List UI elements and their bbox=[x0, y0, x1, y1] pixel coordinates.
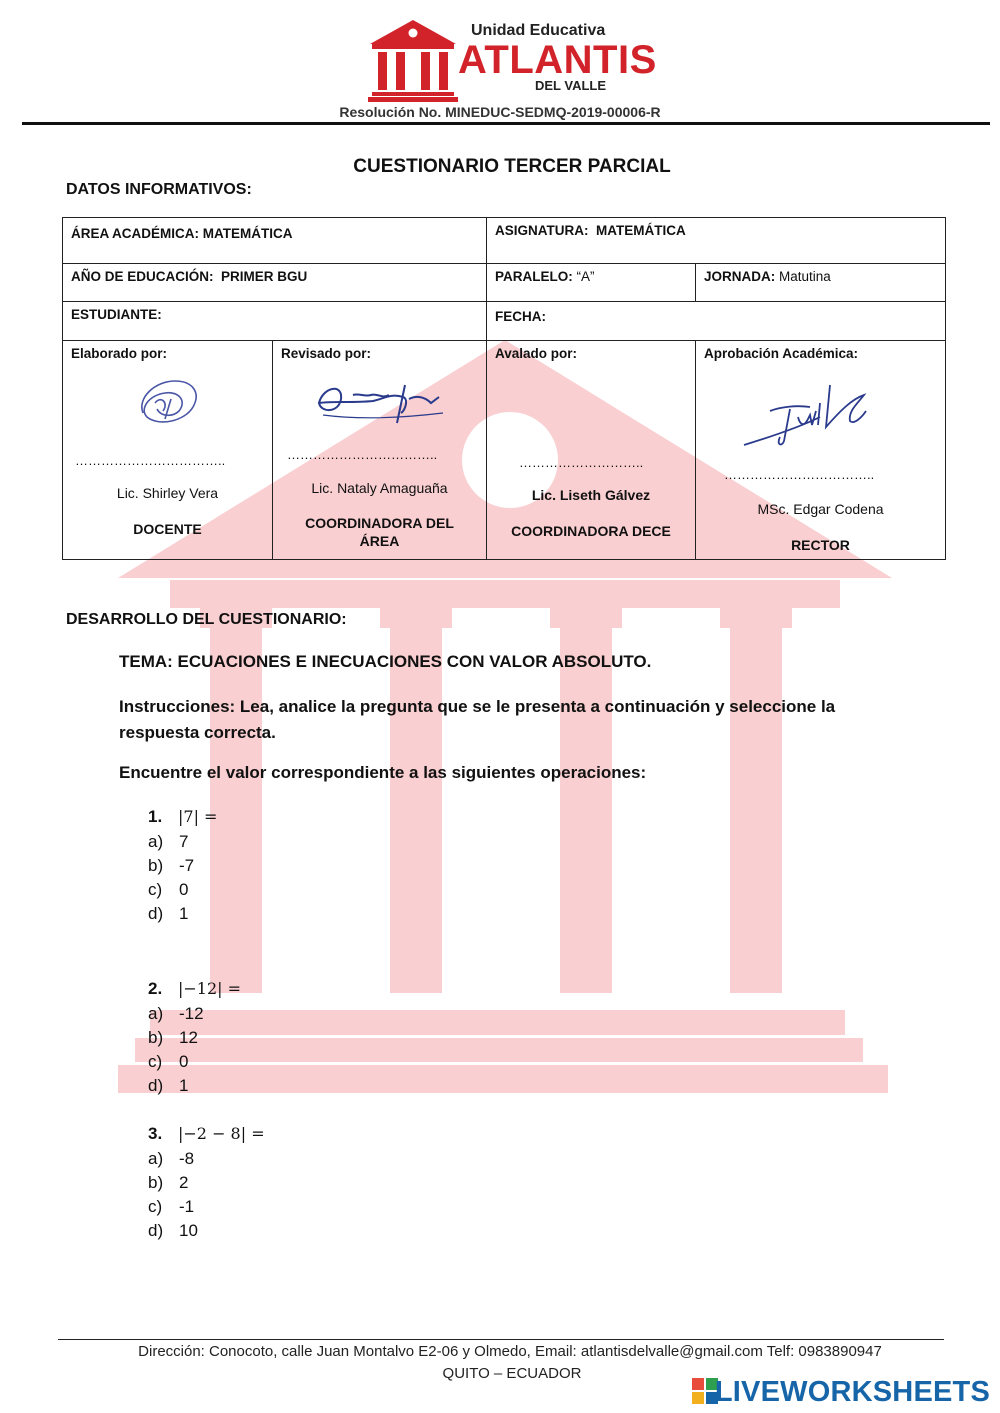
option-a[interactable]: a) -12 bbox=[148, 1004, 204, 1023]
signature-image bbox=[740, 381, 870, 451]
question-expression: |−2 − 8| = bbox=[178, 1124, 265, 1143]
info-table bbox=[62, 217, 946, 560]
option-c[interactable]: c) 0 bbox=[148, 880, 189, 899]
signature-cell-coordinadora-area bbox=[273, 341, 487, 560]
signature-line: …………………………….. bbox=[287, 447, 438, 462]
signer-role: DOCENTE bbox=[133, 521, 202, 537]
question-3 bbox=[148, 1121, 265, 1243]
estudiante-label: ESTUDIANTE: bbox=[71, 307, 162, 322]
liveworksheets-brand[interactable]: LIVEWORKSHEETS bbox=[714, 1376, 990, 1408]
signature-label: Avalado por: bbox=[495, 346, 578, 361]
signer-name: Lic. Nataly Amaguaña bbox=[311, 480, 448, 496]
question-number: 1. bbox=[148, 807, 163, 826]
signer-role: RECTOR bbox=[791, 537, 850, 553]
school-logo-icon bbox=[368, 18, 458, 102]
tema-text: TEMA: ECUACIONES E INECUACIONES CON VALOR ABSOLUTO. bbox=[119, 652, 652, 671]
instructions-text: Instrucciones: Lea, analice la pregunta que se le presenta a continuación y seleccione la respuesta correcta. bbox=[119, 697, 836, 742]
brand-name: ATLANTIS bbox=[458, 38, 657, 82]
option-b[interactable]: b) 2 bbox=[148, 1173, 189, 1192]
signer-name: Lic. Shirley Vera bbox=[116, 485, 219, 501]
question-expression: |−12| = bbox=[178, 979, 242, 998]
option-d[interactable]: d) 1 bbox=[148, 904, 189, 923]
area-cell bbox=[63, 218, 487, 264]
signature-image bbox=[313, 373, 449, 433]
signer-name: Lic. Liseth Gálvez bbox=[531, 487, 651, 503]
option-b[interactable]: b) 12 bbox=[148, 1028, 198, 1047]
signature-cell-rector bbox=[696, 341, 946, 560]
fecha-label: FECHA: bbox=[495, 309, 546, 324]
question-number: 3. bbox=[148, 1124, 163, 1143]
area-value: MATEMÁTICA bbox=[202, 226, 293, 241]
estudiante-cell bbox=[63, 302, 487, 341]
desarrollo-heading: DESARROLLO DEL CUESTIONARIO: bbox=[66, 611, 347, 628]
signature-cell-dece bbox=[487, 341, 696, 560]
anio-value: PRIMER BGU bbox=[221, 269, 308, 284]
asignatura-cell bbox=[487, 218, 946, 264]
brand-top-text: Unidad Educativa bbox=[471, 22, 606, 39]
footer-address: Dirección: Conocoto, calle Juan Montalvo E2-06 y Olmedo, Email: atlantisdelvalle@gmail.com Telf: 0983890947 bbox=[138, 1343, 882, 1360]
option-c[interactable]: c) -1 bbox=[148, 1197, 195, 1216]
header-divider bbox=[22, 122, 990, 125]
signature-label: Revisado por: bbox=[281, 346, 372, 361]
resolution-text: Resolución No. MINEDUC-SEDMQ-2019-00006-R bbox=[339, 104, 661, 120]
anio-cell bbox=[63, 264, 487, 302]
signature-line: …………………………….. bbox=[724, 467, 875, 482]
signer-name: MSc. Edgar Codena bbox=[757, 501, 884, 517]
signature-line: …………………………….. bbox=[75, 453, 226, 468]
asignatura-value: MATEMÁTICA bbox=[596, 223, 686, 238]
area-label: ÁREA ACADÉMICA: bbox=[71, 226, 199, 241]
footer-city: QUITO – ECUADOR bbox=[442, 1365, 582, 1382]
paralelo-label: PARALELO: bbox=[495, 269, 573, 284]
question-number: 2. bbox=[148, 979, 163, 998]
datos-heading: DATOS INFORMATIVOS: bbox=[66, 181, 252, 198]
fecha-cell bbox=[487, 302, 946, 341]
signer-role: COORDINADORA DEL ÁREA bbox=[305, 515, 454, 549]
question-2 bbox=[148, 976, 241, 1098]
question-1 bbox=[148, 804, 217, 926]
paralelo-value: “A” bbox=[576, 269, 595, 284]
prompt-text: Encuentre el valor correspondiente a las siguientes operaciones: bbox=[119, 763, 647, 782]
option-a[interactable]: a) 7 bbox=[148, 832, 189, 851]
option-d[interactable]: d) 10 bbox=[148, 1221, 198, 1240]
option-c[interactable]: c) 0 bbox=[148, 1052, 189, 1071]
option-b[interactable]: b) -7 bbox=[148, 856, 195, 875]
signature-cell-docente bbox=[63, 341, 273, 560]
option-d[interactable]: d) 1 bbox=[148, 1076, 189, 1095]
jornada-value: Matutina bbox=[779, 269, 831, 284]
signature-label: Elaborado por: bbox=[71, 346, 168, 361]
footer-divider bbox=[58, 1339, 944, 1340]
jornada-label: JORNADA: bbox=[704, 269, 776, 284]
signature-label: Aprobación Académica: bbox=[704, 346, 859, 361]
jornada-cell bbox=[696, 264, 946, 302]
paralelo-cell bbox=[487, 264, 696, 302]
asignatura-label: ASIGNATURA: bbox=[495, 223, 589, 238]
signature-line: ……………………….. bbox=[519, 455, 644, 470]
signature-image bbox=[135, 373, 205, 431]
page-title: CUESTIONARIO TERCER PARCIAL bbox=[353, 156, 671, 177]
signer-role: COORDINADORA DECE bbox=[511, 523, 671, 539]
question-expression: |7| = bbox=[178, 807, 218, 826]
brand-sub-text: DEL VALLE bbox=[535, 78, 607, 93]
option-a[interactable]: a) -8 bbox=[148, 1149, 195, 1168]
anio-label: AÑO DE EDUCACIÓN: bbox=[71, 269, 214, 284]
